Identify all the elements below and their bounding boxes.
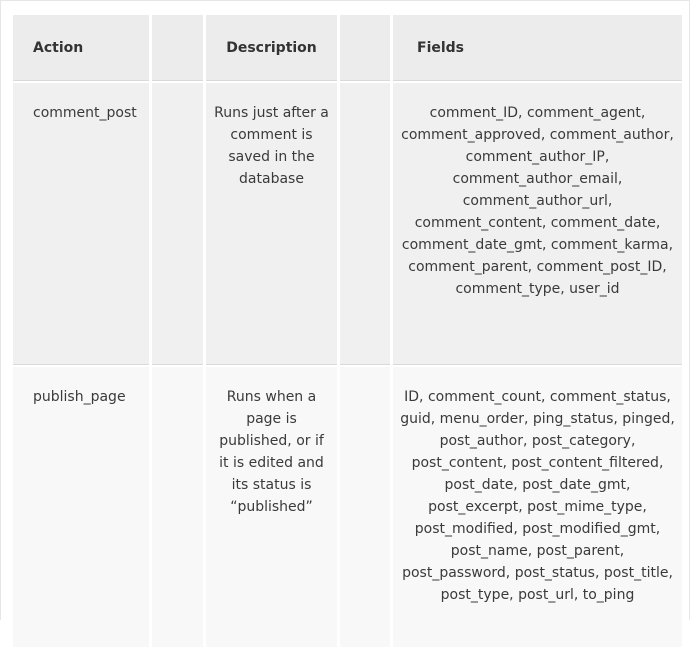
cell-fields: ID, comment_count, comment_status, guid, menu_order, ping_status, pinged, post_author, post_category, post_content, post_content_filtered, post_date, post_date_gmt, post_excerpt, post_mime_type, post_modified, post_modified_gmt, post_name, post_parent, post_password, post_status, post_title, post_type, post_url, to_ping [393, 367, 682, 647]
header-description: Description [206, 15, 337, 81]
table-row [13, 83, 682, 365]
cell-fields: comment_ID, comment_agent, comment_approved, comment_author, comment_author_IP, comment_author_email, comment_author_url, comment_content, comment_date, comment_date_gmt, comment_karma, comment_parent, comment_post_ID, comment_type, user_id [393, 83, 682, 365]
table-header-row [13, 15, 682, 81]
cell-blank-2 [340, 83, 390, 365]
cell-blank-1 [152, 367, 203, 647]
cell-blank-1 [152, 83, 203, 365]
cell-description: Runs just after a comment is saved in the database [206, 83, 337, 365]
header-action: Action [13, 15, 149, 81]
header-fields: Fields [393, 15, 682, 81]
table-row [13, 367, 682, 647]
cell-blank-2 [340, 367, 390, 647]
actions-table [10, 13, 685, 649]
header-blank-1 [152, 15, 203, 81]
cell-description: Runs when a page is published, or if it is edited and its status is “published” [206, 367, 337, 647]
cell-action: comment_post [13, 83, 149, 365]
header-blank-2 [340, 15, 390, 81]
cell-action: publish_page [13, 367, 149, 647]
